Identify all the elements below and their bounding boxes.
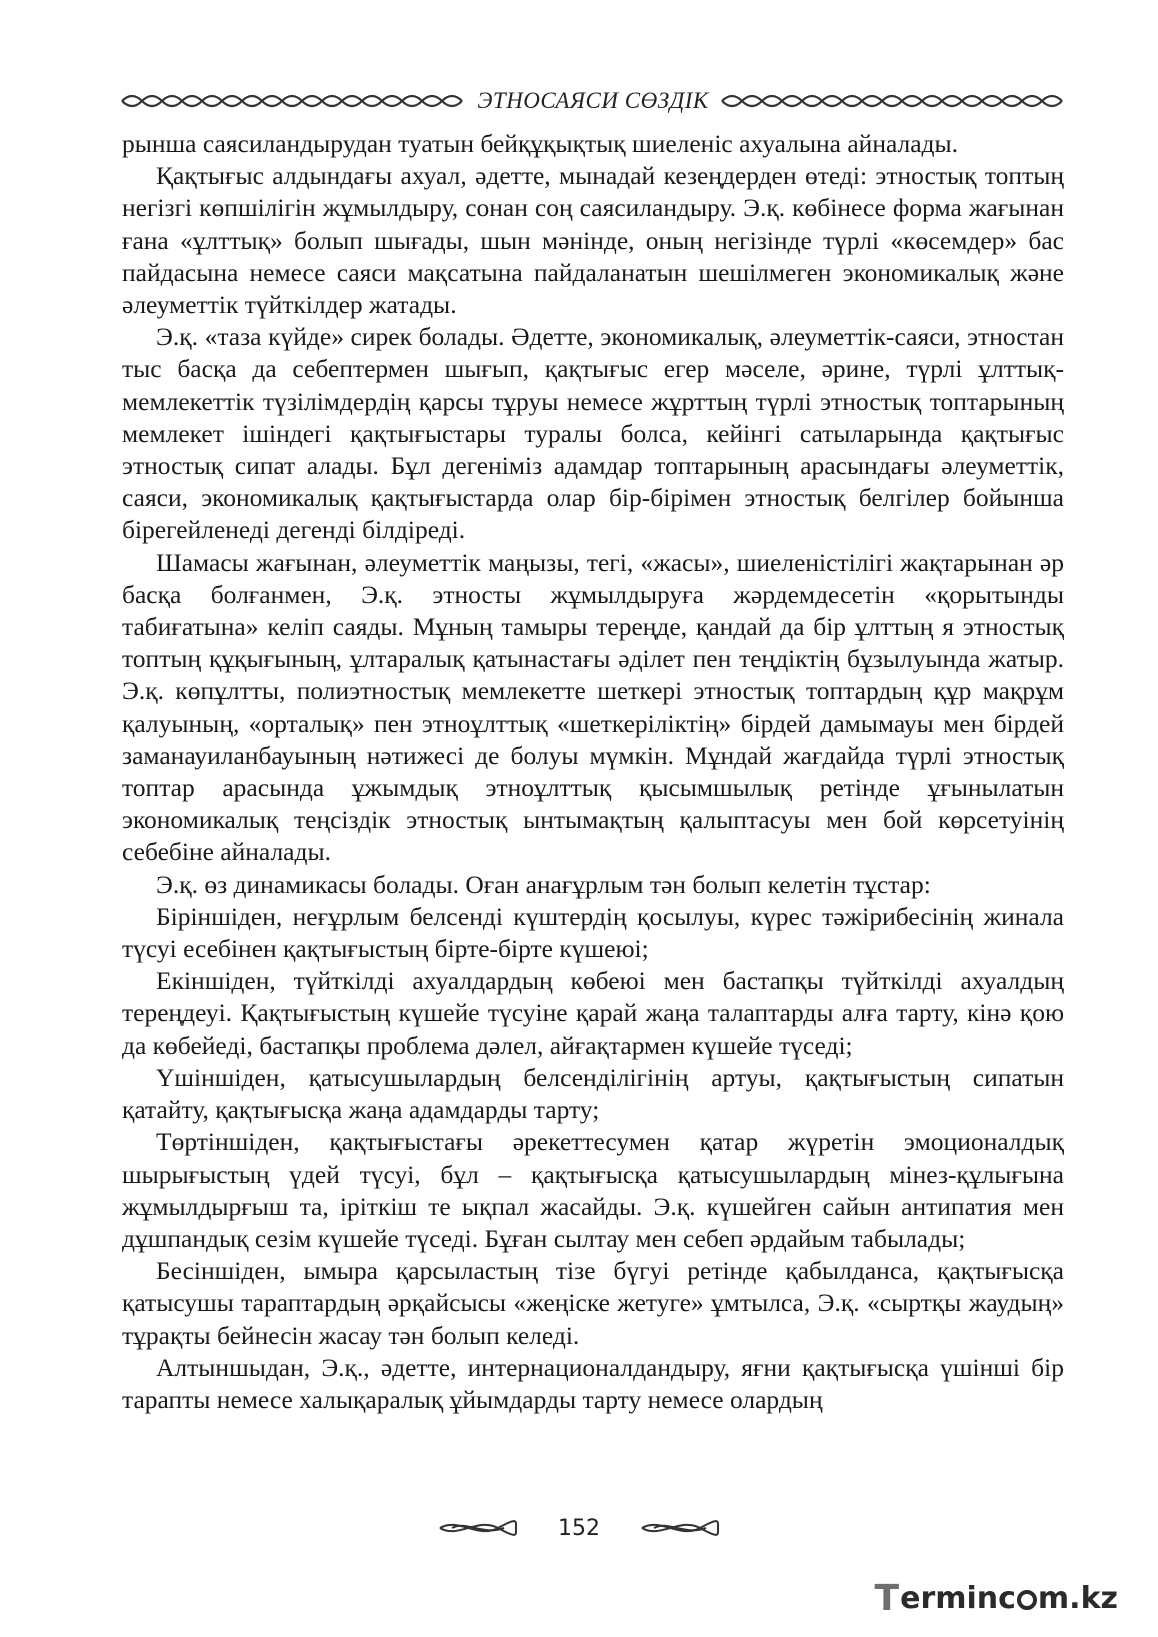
ornament-band-icon (118, 90, 468, 112)
flourish-icon (640, 1517, 720, 1539)
paragraph: Екіншіден, түйткілді ахуалдардың көбеюі мен бастапқы түйткілді ахуалдың тереңдеуі. Қақтығыстың күшейе түсуіне қарай жаңа талаптарды алға тарту, кінә қою да көбейеді, бастапқы проблема дәлел, айғақтармен күшейе түседі; (122, 966, 1064, 1060)
running-header (118, 86, 1068, 116)
paragraph: Э.қ. өз динамикасы болады. Оған анағұрлым тән болып келетін тұстар: (156, 869, 931, 899)
header-title: ЭТНОСАЯСИ СӨЗДІК (477, 88, 709, 113)
watermark-text-2: m.kz (1037, 1580, 1118, 1616)
paragraph: Қақтығыс алдындағы ахуал, әдетте, мынадай кезеңдерден өтеді: этностық топтың негізгі көпшілігін жұмылдыру, сонан соң саясиландыру. Э.қ. көбінесе форма жағынан ғана «ұлттық» болып шығады, шын мәнінде, оның негізінде түрлі «көсемдер» бас пайдасына немесе саяси мақсатына пайдаланатын шешілмеген экономикалық және әлеуметтік түйткілдер жатады. (122, 161, 1064, 320)
page-body (122, 128, 1064, 1416)
paragraph: Шамасы жағынан, әлеуметтік маңызы, тегі, «жасы», шиеленістілігі жақтарынан әр басқа болғанмен, Э.қ. этносты жұмылдыруға жәрдемдесетін «қорытынды табиғатына» келіп саяды. Мұның тамыры тереңде, қандай да бір ұлттың я этностық топтың құқығының, ұлтаралық қатынастағы әділет пен теңдіктің бұзылуында жатыр. Э.қ. көпұлтты, полиэтностық мемлекетте шеткері этностық топтардың құр мақрұм қалуының, «орталық» пен этноұлттық «шеткеріліктің» бірдей дамымауы мен бірдей заманауиланбауының нәтижесі де болуы мүмкін. Мұндай жағдайда түрлі этностық топтар арасында ұжымдық этноұлттық қысымшылық ретінде ұғынылатын экономикалық теңсіздік этностық ынтымақтың қалыптасуы мен бой көрсетуінің себебіне айналады. (122, 547, 1064, 867)
ornament-band-icon (718, 90, 1068, 112)
watermark-t: T (874, 1577, 900, 1619)
page-footer (0, 1508, 1158, 1548)
paragraph: Э.қ. «таза күйде» сирек болады. Әдетте, экономикалық, әлеуметтік-саяси, этностан тыс басқа да себептермен шығып, қақтығыс егер мәселе, әрине, түрлі ұлттық-мемлекеттік түзілімдердің қарсы тұруы немесе жұрттың түрлі этностық топтарының мемлекет ішіндегі қақтығыстары туралы болса, кейінгі сатыларында қақтығыс этностық сипат алады. Бұл дегеніміз адамдар топтарының арасындағы әлеуметтік, саяси, экономикалық қақтығыстарда олар бір-бірімен этностық белгілер бойынша бірегейленеді дегенді білдіреді. (122, 322, 1064, 545)
paragraph: Төртіншіден, қақтығыстағы әрекеттесумен қатар жүретін эмоционалдық шырығыстың үдей түсуі, бұл – қақтығысқа қатысушылардың мінез-құлығына жұмылдырғыш та, іріткіш те ықпал жасайды. Э.қ. күшейген сайын антипатия мен дұшпандық сезім күшейе түседі. Бұған сылтау мен себеп әрдайым табылады; (122, 1127, 1064, 1253)
circle-o-icon (1017, 1590, 1037, 1610)
paragraph: рынша саясиландырудан туатын бейқұқықтық шиеленіс ахуалына айналады. (122, 129, 959, 158)
paragraph: Біріншіден, неғұрлым белсенді күштердің қосылуы, күрес тәжірибесінің жинала түсуі есебінен қақтығыстың бірте-бірте күшеюі; (122, 901, 1064, 964)
paragraph: Үшіншіден, қатысушылардың белсенділігінің артуы, қақтығыстың сипатын қатайту, қақтығысқа жаңа адамдарды тарту; (122, 1062, 1064, 1125)
paragraph: Бесіншіден, ымыра қарсыластың тізе бүгуі ретінде қабылданса, қақтығысқа қатысушы тараптардың әрқайсысы «жеңіске жетуге» ұмтылса, Э.қ. «сыртқы жаудың» тұрақты бейнесін жасау тән болып келеді. (122, 1256, 1064, 1350)
paragraph: Алтыншыдан, Э.қ., әдетте, интернационалдандыру, яғни қақтығысқа үшінші бір тарапты немесе халықаралық ұйымдарды тарту немесе олардың (122, 1352, 1064, 1414)
flourish-icon (438, 1517, 518, 1539)
page-number: 152 (558, 1515, 600, 1541)
watermark-logo (875, 1578, 1118, 1618)
watermark-text-1: erminc (900, 1580, 1016, 1616)
